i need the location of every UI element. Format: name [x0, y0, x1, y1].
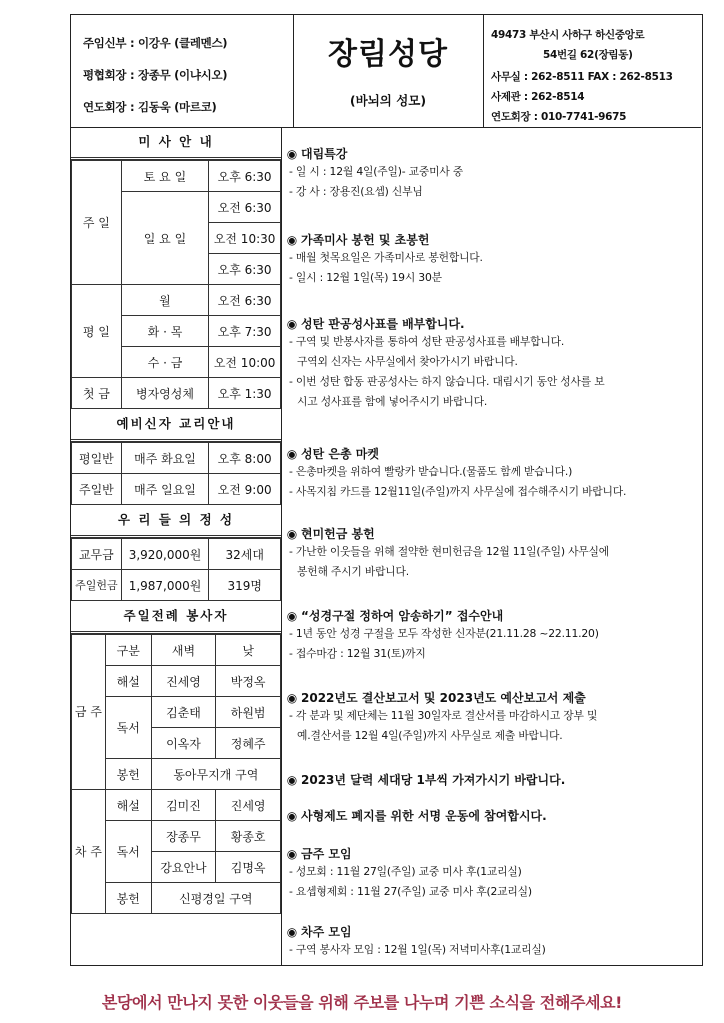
first-friday-label: 첫 금 [72, 378, 122, 409]
bullet-icon: ◉ [286, 609, 298, 623]
officer-row: 평협회장 : 장종무 (이냐시오) [83, 68, 228, 82]
offering-amount: 3,920,000원 [121, 539, 209, 570]
role-label: 해설 [105, 790, 151, 821]
offering-table [71, 538, 281, 601]
offering-count: 32세대 [209, 539, 281, 570]
offering-count: 319명 [209, 570, 281, 601]
server-name: 김춘태 [151, 697, 216, 728]
first-friday-time: 오후 1:30 [209, 378, 281, 409]
bulletin-sheet [70, 14, 703, 966]
servers-col-header: 새벽 [151, 635, 216, 666]
role-label: 독서 [105, 821, 151, 883]
server-name: 하원범 [216, 697, 281, 728]
bullet-icon: ◉ [286, 925, 298, 939]
yeondo-phone: 연도회장 : 010-7741-9675 [491, 111, 627, 123]
role-label: 독서 [105, 697, 151, 759]
catechism-heading: 예비신자 교리안내 [71, 409, 281, 442]
mass-schedule-heading: 미 사 안 내 [71, 127, 281, 160]
sunday-day: 일 요 일 [121, 192, 208, 285]
notice: ◉ 가족미사 봉헌 및 초봉헌 - 매월 첫목요일은 가족미사로 봉헌합니다. - 일시 : 12월 1일(목) 19시 30분 [283, 231, 701, 288]
address-line-2: 54번길 62(장림동) [543, 49, 633, 61]
office-phone: 사무실 : 262-8511 FAX : 262-8513 [491, 71, 673, 83]
bullet-icon: ◉ [286, 147, 298, 161]
header-title-box [293, 15, 484, 127]
header-contact [483, 15, 701, 127]
server-group: 동아무지개 구역 [151, 759, 280, 790]
weekday-time: 오후 7:30 [209, 316, 281, 347]
server-name: 이옥자 [151, 728, 216, 759]
server-name: 김명옥 [216, 852, 281, 883]
footer-message: 본당에서 만나지 못한 이웃들을 위해 주보를 나누며 기쁜 소식을 전해주세요! [101, 993, 623, 1012]
header-officers [71, 15, 294, 127]
notice: ◉ 사형제도 폐지를 위한 서명 운동에 참여합시다. [283, 807, 701, 824]
sunday-label: 주 일 [72, 161, 122, 285]
server-name: 김미진 [151, 790, 216, 821]
catechism-time: 오후 8:00 [209, 443, 281, 474]
rectory-phone: 사제관 : 262-8514 [491, 91, 585, 103]
notices-column [283, 127, 701, 965]
notice: ◉ 대림특강 - 일 시 : 12월 4일(주일)- 교중미사 중 - 강 사 : 장용진(요셉) 신부님 [283, 145, 701, 202]
server-group: 신평경일 구역 [151, 883, 280, 914]
server-name: 진세영 [151, 666, 216, 697]
saturday-day: 토 요 일 [121, 161, 208, 192]
servers-col-header: 구분 [105, 635, 151, 666]
offering-amount: 1,987,000원 [121, 570, 209, 601]
notice: ◉ 차주 모임 - 구역 봉사자 모임 : 12월 1일(목) 저녁미사후(1교리실) [283, 923, 701, 960]
notice: ◉ 현미헌금 봉헌 - 가난한 이웃들을 위해 절약한 현미헌금을 12월 11일(주일) 사무실에 봉헌해 주시기 바랍니다. [283, 525, 701, 582]
notice: ◉ 2022년도 결산보고서 및 2023년도 예산보고서 제출 - 각 분과 및 제단체는 11월 30일자로 결산서를 마감하시고 장부 및 예.결산서를 12월 4일(주일)까지 사무실로 제출 바랍니다. [283, 689, 701, 746]
catechism-label: 주일반 [72, 474, 122, 505]
role-label: 해설 [105, 666, 151, 697]
mass-schedule-table [71, 160, 281, 409]
offering-label: 교무금 [72, 539, 122, 570]
server-name: 장종무 [151, 821, 216, 852]
offering-label: 주일헌금 [72, 570, 122, 601]
left-column [71, 127, 282, 965]
server-name: 진세영 [216, 790, 281, 821]
role-label: 봉헌 [105, 759, 151, 790]
servers-heading: 주일전례 봉사자 [71, 601, 281, 634]
saturday-time: 오후 6:30 [209, 161, 281, 192]
weekday-time: 오전 6:30 [209, 285, 281, 316]
catechism-day: 매주 화요일 [121, 443, 209, 474]
bullet-icon: ◉ [286, 691, 298, 705]
header [71, 15, 701, 128]
bullet-icon: ◉ [286, 847, 298, 861]
servers-table [71, 634, 281, 914]
notice: ◉ 성탄 은총 마켓 - 은총마켓을 위하여 빨랑카 받습니다.(물품도 함께 받습니다.) - 사목지침 카드를 12월11일(주일)까지 사무실에 접수해주시기 바랍니다. [283, 445, 701, 502]
weekday-day: 화 · 목 [121, 316, 208, 347]
first-friday-day: 병자영성체 [121, 378, 208, 409]
bullet-icon: ◉ [286, 317, 298, 331]
officer-row: 주임신부 : 이강우 (클레멘스) [83, 36, 228, 50]
bullet-icon: ◉ [286, 527, 298, 541]
offering-heading: 우 리 들 의 정 성 [71, 505, 281, 538]
catechism-time: 오전 9:00 [209, 474, 281, 505]
bullet-icon: ◉ [286, 233, 298, 247]
catechism-label: 평일반 [72, 443, 122, 474]
weekday-time: 오전 10:00 [209, 347, 281, 378]
role-label: 봉헌 [105, 883, 151, 914]
servers-col-header: 낮 [216, 635, 281, 666]
notice: ◉ “성경구절 정하여 암송하기” 접수안내 - 1년 동안 성경 구절을 모두 작성한 신자분(21.11.28 ~22.11.20) - 접수마감 : 12월 31(토)까지 [283, 607, 701, 664]
weekday-day: 수 · 금 [121, 347, 208, 378]
server-name: 황종호 [216, 821, 281, 852]
parish-subtitle: (바뇌의 성모) [349, 93, 427, 108]
weekday-label: 평 일 [72, 285, 122, 378]
catechism-day: 매주 일요일 [121, 474, 209, 505]
notice: ◉ 2023년 달력 세대당 1부씩 가져가시기 바랍니다. [283, 771, 701, 788]
this-week-label: 금 주 [72, 635, 106, 790]
sunday-time: 오후 6:30 [209, 254, 281, 285]
sunday-time: 오전 10:30 [209, 223, 281, 254]
catechism-table [71, 442, 281, 505]
bullet-icon: ◉ [286, 809, 298, 823]
officer-row: 연도회장 : 김동욱 (마르코) [83, 100, 217, 114]
weekday-day: 월 [121, 285, 208, 316]
next-week-label: 차 주 [72, 790, 106, 914]
server-name: 강요안나 [151, 852, 216, 883]
bullet-icon: ◉ [286, 447, 298, 461]
parish-title: 장림성당 [328, 37, 448, 72]
address-line-1: 49473 부산시 사하구 하신중앙로 [491, 29, 645, 41]
notice: ◉ 금주 모임 - 성모회 : 11월 27일(주일) 교중 미사 후(1교리실) - 요셉형제회 : 11월 27(주일) 교중 미사 후(2교리실) [283, 845, 701, 902]
sunday-time: 오전 6:30 [209, 192, 281, 223]
bullet-icon: ◉ [286, 773, 298, 787]
notice: ◉ 성탄 판공성사표를 배부합니다. - 구역 및 반봉사자를 통하여 성탄 판공성사표를 배부합니다. 구역외 신자는 사무실에서 찾아가시기 바랍니다. - 이번 성탄 합동 판공성사는 하지 않습니다. 대림시기 동안 성사를 보 시고 성사표를 함에 넣어주시기 바랍니다. [283, 315, 701, 412]
server-name: 정혜주 [216, 728, 281, 759]
server-name: 박정옥 [216, 666, 281, 697]
